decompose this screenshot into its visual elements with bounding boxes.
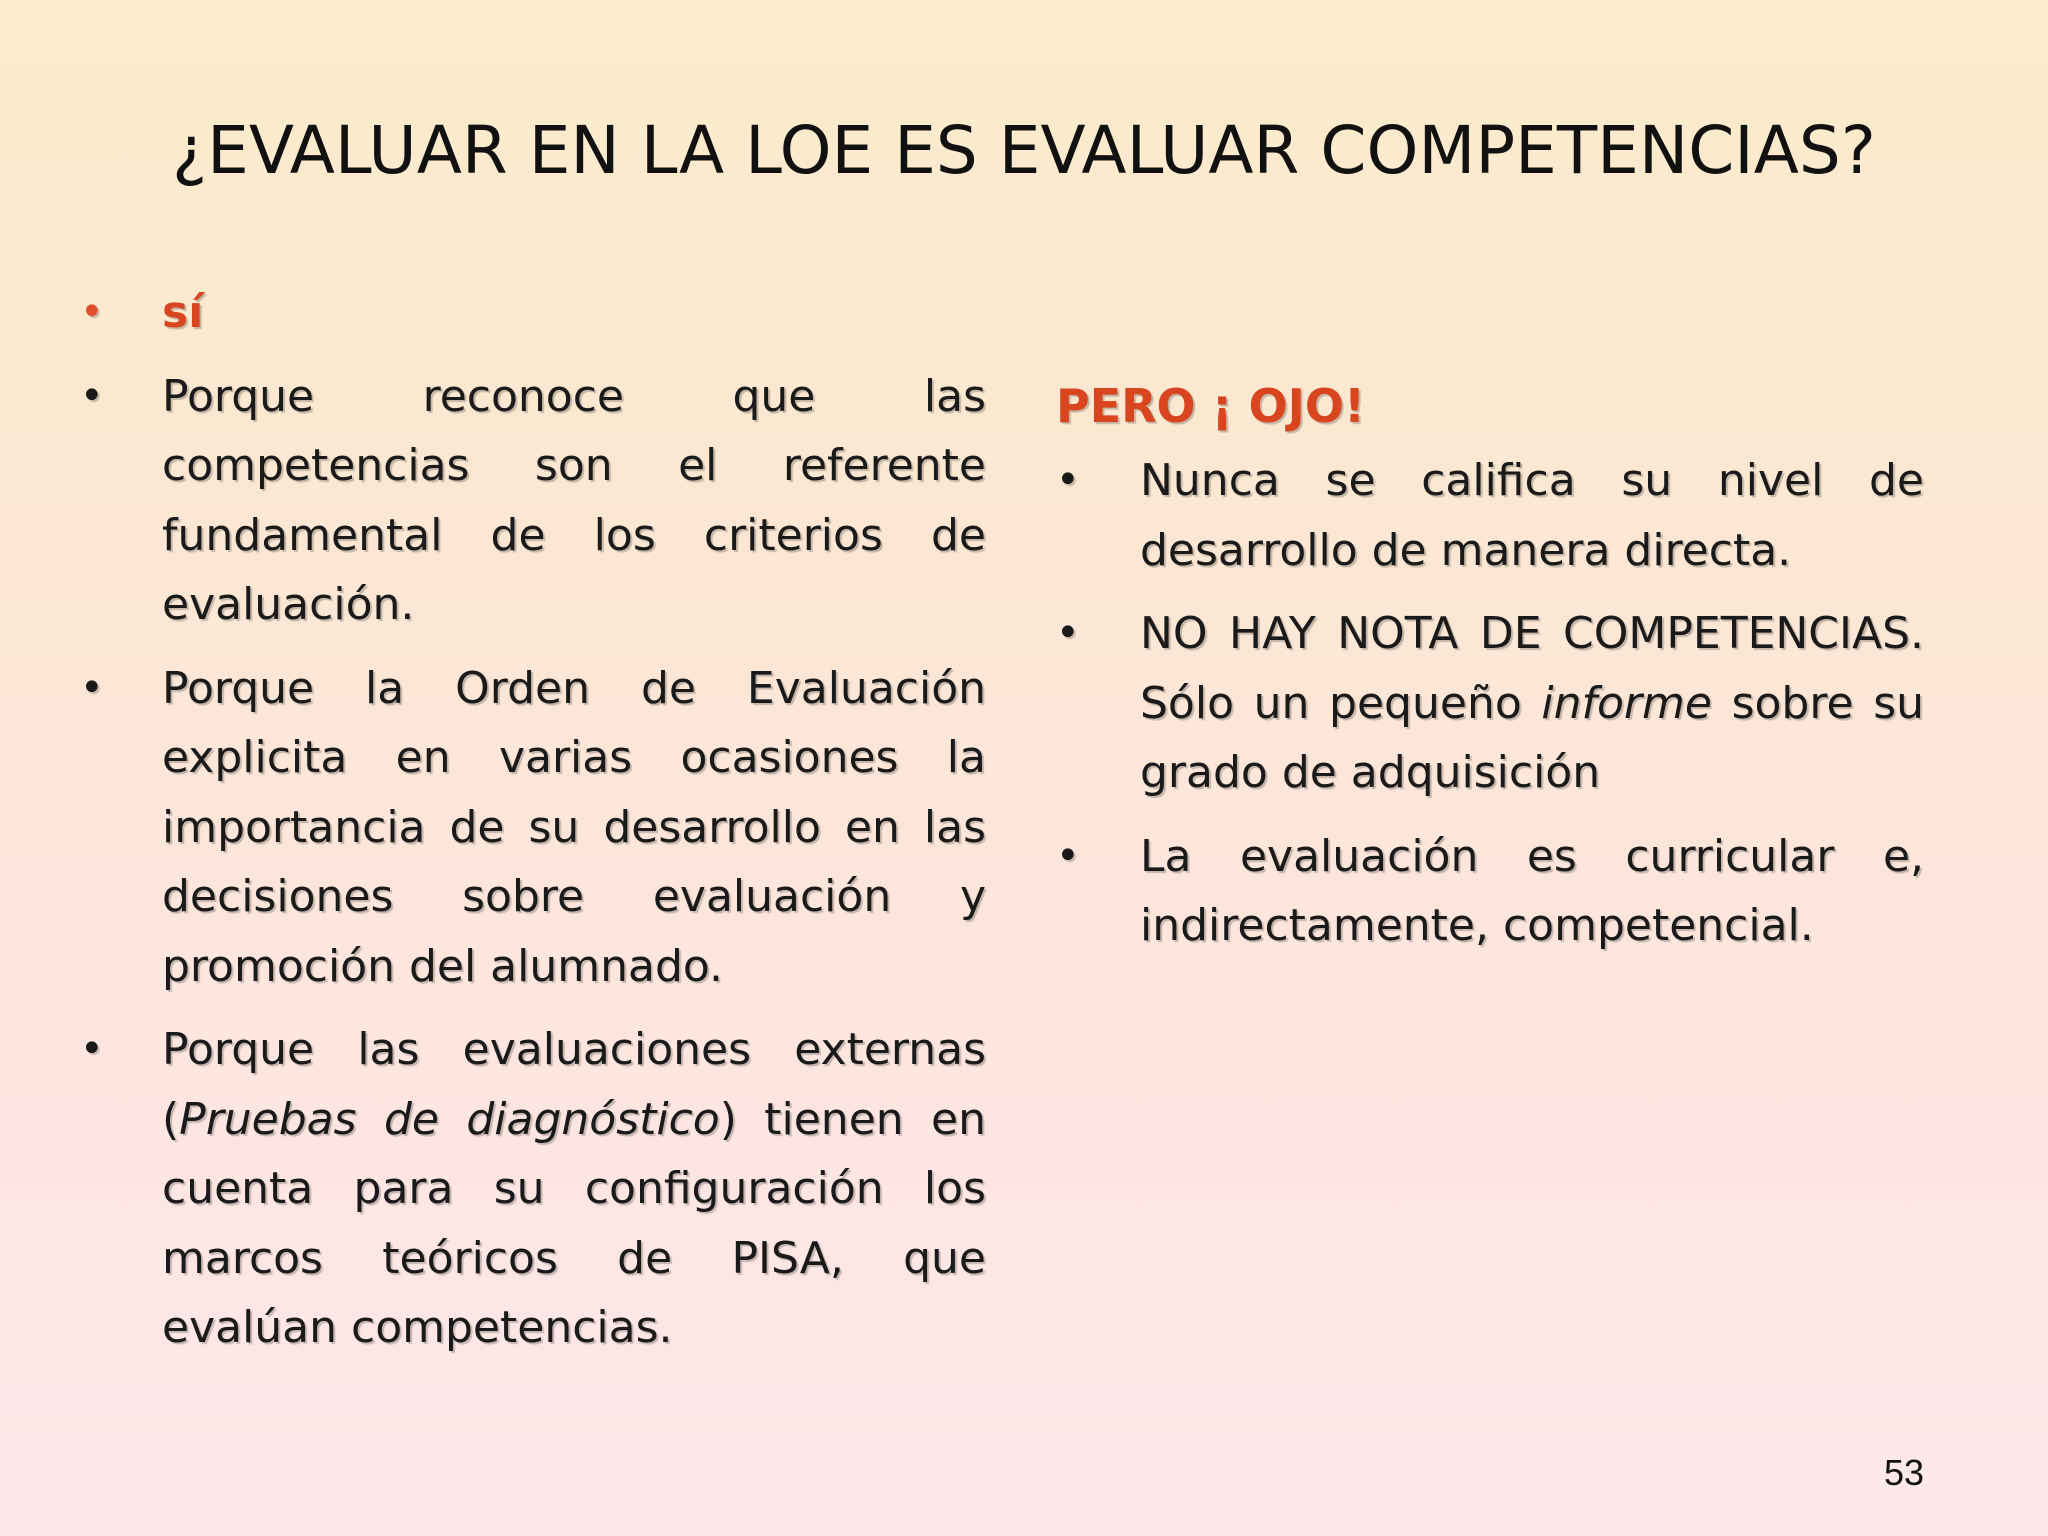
bullet-icon: •	[80, 372, 104, 419]
bullet-icon: •	[1056, 457, 1080, 503]
right-column	[1056, 376, 1924, 975]
warning-heading: PERO ¡ OJO!	[1056, 379, 1365, 433]
bullet-icon: •	[80, 1026, 104, 1072]
bullet-icon: •	[1056, 832, 1080, 879]
list-item	[1056, 599, 1924, 808]
slide-title: ¿EVALUAR EN LA LOE ES EVALUAR COMPETENCIAS?	[172, 112, 1876, 189]
bullet-icon: •	[1056, 610, 1080, 656]
bullet-text: Nunca se califica su nivel de desarrollo de manera directa.	[1140, 455, 1924, 576]
bullet-text-italic: informe	[1541, 677, 1712, 729]
bullet-text: Porque reconoce que las competencias son el referente fundamental de los criterios de evaluación.	[162, 370, 986, 630]
bullet-text-open-paren: (	[162, 1093, 180, 1145]
list-item	[80, 1015, 986, 1363]
bullet-text-suffix: sobre su grado de adquisición	[1140, 677, 1924, 798]
left-column	[80, 278, 986, 1377]
bullet-icon: •	[80, 664, 104, 711]
bullet-text: Porque la Orden de Evaluación explicita en varias ocasiones la importancia de su desarrollo en las decisiones sobre evaluación y promoción del alumnado.	[162, 662, 986, 992]
si-label: sí	[162, 287, 204, 338]
list-item	[80, 654, 986, 1002]
bullet-text: La evaluación es curricular e, indirectamente, competencial.	[1140, 830, 1924, 951]
list-item	[1056, 446, 1924, 585]
bullet-text-prefix: Porque las evaluaciones externas	[162, 1024, 986, 1075]
bullet-text-suffix: ) tienen en cuenta para su configuración los marcos teóricos de PISA, que evalúan competencias.	[162, 1093, 986, 1353]
right-bullet-list	[1056, 446, 1924, 961]
list-item	[80, 278, 986, 348]
list-item	[1056, 822, 1924, 961]
bullet-icon: •	[80, 289, 104, 335]
list-item	[80, 362, 986, 640]
bullet-text-prefix: NO HAY NOTA DE COMPETENCIAS. Sólo un pequeño	[1140, 608, 1924, 729]
bullet-text-italic: Pruebas de diagnóstico	[179, 1093, 720, 1145]
left-bullet-list	[80, 278, 986, 1363]
page-number: 53	[1883, 1452, 1924, 1493]
